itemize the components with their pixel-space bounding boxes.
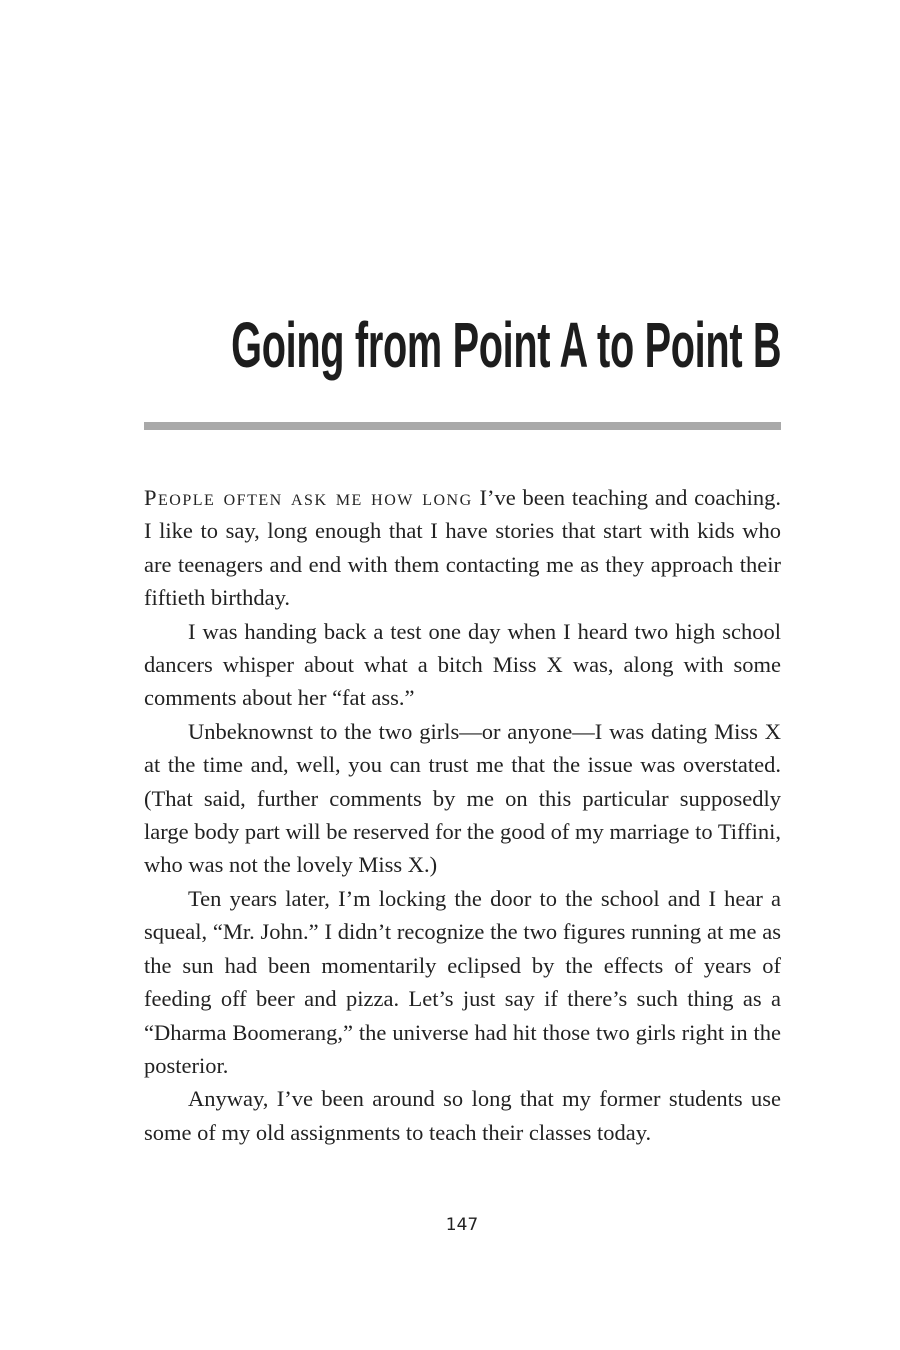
page-number: 147: [445, 1215, 479, 1235]
paragraph-2: I was handing back a test one day when I heard two high school dancers whisper about what a bitch Miss X was, along with some comments about her “fat ass.”: [144, 618, 781, 711]
paragraph-5: Anyway, I’ve been around so long that my former students use some of my old assignments to teach their classes today.: [144, 1086, 781, 1145]
paragraph-3: Unbeknownst to the two girls—or anyone—I was dating Miss X at the time and, well, you can trust me that the issue was overstated. (That said, further comments by me on this particular supposedly large body part will be reserved for the good of my marriage to Tiffini, who was not the lovely Miss X.): [144, 718, 781, 878]
chapter-body: [144, 481, 781, 1149]
paragraph-4: Ten years later, I’m locking the door to the school and I hear a squeal, “Mr. John.” I didn’t recognize the two figures running at me as the sun had been momentarily eclipsed by the effects of years of feeding off beer and pizza. Let’s just say if there’s such thing as a “Dharma Boomerang,” the universe had hit those two girls right in the posterior.: [144, 885, 781, 1078]
title-divider: [144, 422, 781, 430]
lead-in-small-caps: People often ask me how long: [144, 485, 473, 510]
paragraph-1-text: I’ve been teaching and coaching. I like to say, long enough that I have stories that start with kids who are teenagers and end with them contacting me as they approach their fiftieth birthday.: [144, 485, 782, 611]
chapter-title: Going from Point A to Point B: [230, 309, 781, 381]
paragraph-1: [144, 481, 781, 615]
